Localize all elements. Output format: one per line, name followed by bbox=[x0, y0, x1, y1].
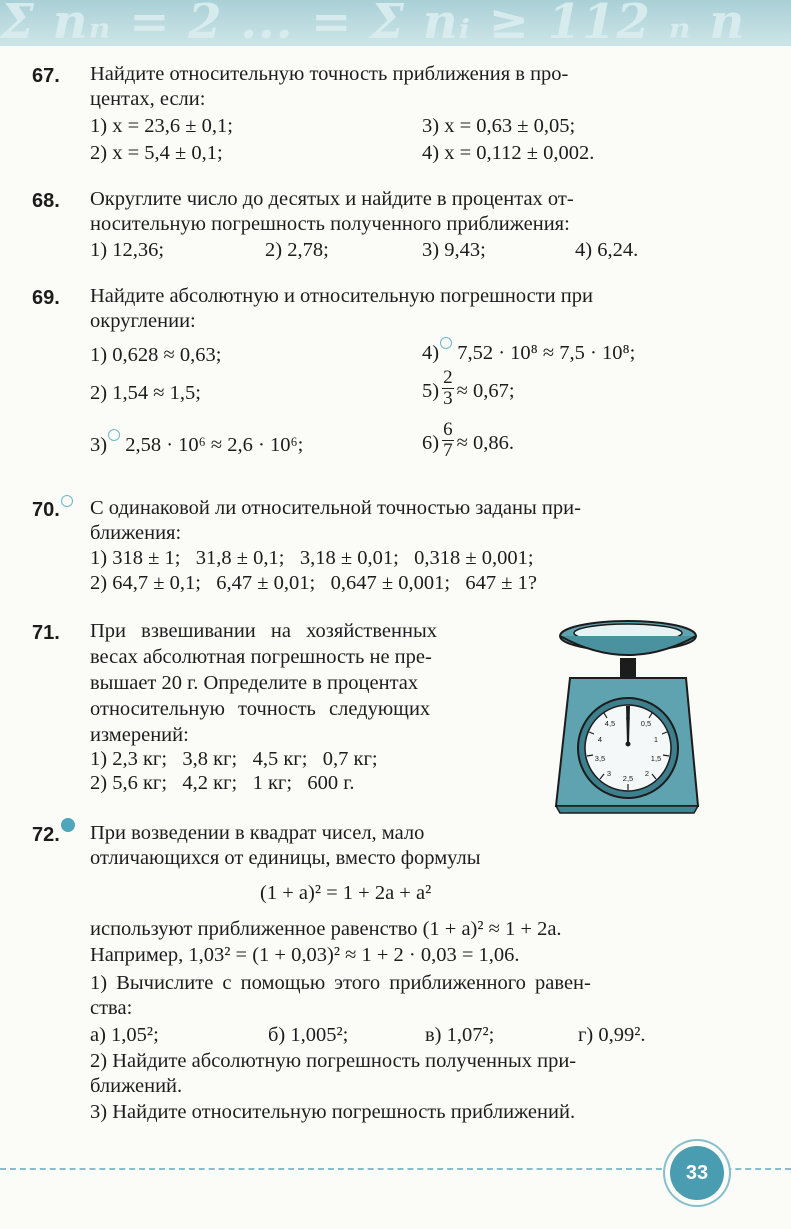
problem-68-number: 68. bbox=[32, 190, 60, 212]
dial-label-3: 3 bbox=[606, 769, 612, 778]
problem-72-sub-b: б) 1,005²; bbox=[268, 1024, 349, 1046]
fraction-numerator: 2 bbox=[443, 367, 453, 388]
problem-68-item-3: 3) 9,43; bbox=[422, 239, 486, 261]
item-3-expression: 2,58 · 10⁶ ≈ 2,6 · 10⁶; bbox=[125, 434, 304, 456]
problem-69-item-5 bbox=[422, 367, 515, 413]
problem-69-item-3 bbox=[90, 434, 303, 457]
problem-72-label: 72. bbox=[32, 824, 60, 846]
problem-72-line-2: отличающихся от единицы, вместо формулы bbox=[90, 847, 481, 869]
problem-69-item-4 bbox=[422, 342, 635, 365]
banner-formula: Σ nₙ = 2 ... = Σ nᵢ ≥ 112 ₙ n bbox=[0, 0, 746, 46]
problem-72-formula: (1 + a)² = 1 + 2a + a² bbox=[260, 882, 432, 904]
problem-67-item-2: 2) x = 5,4 ± 0,1; bbox=[90, 142, 223, 164]
problem-67-text-2: центах, если: bbox=[90, 88, 206, 110]
problem-68-text-1: Округлите число до десятых и найдите в процентах от- bbox=[90, 188, 574, 210]
fraction-6-7 bbox=[442, 420, 454, 461]
dial-label-4-5: 4,5 bbox=[604, 719, 616, 728]
problem-71-number: 71. bbox=[32, 622, 60, 644]
problem-69-number: 69. bbox=[32, 287, 60, 309]
fraction-numerator: 6 bbox=[443, 419, 453, 440]
problem-67-text-1: Найдите относительную точность приближения в про- bbox=[90, 63, 569, 85]
problem-70-row-2: 2) 64,7 ± 0,1; 6,47 ± 0,01; 0,647 ± 0,001; 647 ± 1? bbox=[90, 572, 538, 594]
problem-69-item-2: 2) 1,54 ≈ 1,5; bbox=[90, 382, 201, 404]
dial-label-1: 1 bbox=[653, 735, 659, 744]
problem-67-item-4: 4) x = 0,112 ± 0,002. bbox=[422, 142, 595, 164]
header-banner bbox=[0, 0, 791, 46]
problem-72-line-7: 2) Найдите абсолютную погрешность полученных при- bbox=[90, 1050, 577, 1072]
item-4-expression: 7,52 · 10⁸ ≈ 7,5 · 10⁸; bbox=[457, 342, 636, 364]
problem-67-item-3: 3) x = 0,63 ± 0,05; bbox=[422, 115, 576, 137]
problem-69-item-1: 1) 0,628 ≈ 0,63; bbox=[90, 344, 222, 366]
item-5-label: 5) bbox=[422, 380, 440, 403]
problem-68-item-1: 1) 12,36; bbox=[90, 239, 165, 261]
problem-72-line-4: Например, 1,03² = (1 + 0,03)² ≈ 1 + 2 · 0,03 = 1,06. bbox=[90, 944, 520, 966]
item-4-label: 4) bbox=[422, 342, 440, 364]
fraction-denominator: 3 bbox=[443, 388, 453, 409]
problem-69-text-1: Найдите абсолютную и относительную погрешности при bbox=[90, 285, 593, 307]
fraction-denominator: 7 bbox=[443, 440, 453, 461]
problem-72-line-5: 1) Вычислите с помощью этого приближенного равен- bbox=[90, 972, 591, 994]
dial-label-3-5: 3,5 bbox=[594, 754, 606, 763]
problem-68-text-2: носительную погрешность полученного приближения: bbox=[90, 213, 570, 235]
problem-69-text-2: округлении: bbox=[90, 310, 196, 332]
kitchen-scale-icon bbox=[548, 616, 708, 816]
filled-circle-marker-icon bbox=[61, 818, 75, 832]
problem-71-line-4: относительную точность следующих bbox=[90, 698, 431, 720]
problem-70-text-2: ближения: bbox=[90, 522, 182, 544]
problem-72-line-1: При возведении в квадрат чисел, мало bbox=[90, 822, 425, 844]
problem-72-line-9: 3) Найдите относительную погрешность приближений. bbox=[90, 1101, 576, 1123]
item-6-expression: ≈ 0,86. bbox=[456, 432, 514, 455]
problem-68-item-2: 2) 2,78; bbox=[265, 239, 329, 261]
problem-70-label: 70. bbox=[32, 499, 60, 521]
problem-72-line-8: ближений. bbox=[90, 1075, 183, 1097]
problem-72-sub-d: г) 0,99². bbox=[578, 1024, 646, 1046]
dial-label-0-5: 0,5 bbox=[640, 719, 652, 728]
circle-marker-icon bbox=[61, 495, 73, 507]
problem-72-number bbox=[32, 824, 75, 847]
item-6-label: 6) bbox=[422, 432, 440, 455]
problem-69-item-6 bbox=[422, 419, 514, 465]
problem-71-measurements-1: 1) 2,3 кг; 3,8 кг; 4,5 кг; 0,7 кг; bbox=[90, 748, 378, 770]
problem-70-row-1: 1) 318 ± 1; 31,8 ± 0,1; 3,18 ± 0,01; 0,318 ± 0,001; bbox=[90, 547, 534, 569]
problem-71-line-3: вышает 20 г. Определите в процентах bbox=[90, 672, 419, 694]
problem-70-text-1: С одинаковой ли относительной точностью заданы при- bbox=[90, 497, 581, 519]
problem-71-line-2: весах абсолютная погрешность не пре- bbox=[90, 646, 432, 668]
item-3-label: 3) bbox=[90, 434, 108, 456]
problem-71-line-5: измерений: bbox=[90, 724, 189, 746]
dial-label-2: 2 bbox=[644, 769, 650, 778]
problem-72-sub-a: а) 1,05²; bbox=[90, 1024, 159, 1046]
dial-label-2-5: 2,5 bbox=[622, 774, 634, 783]
problem-71-line-1: При взвешивании на хозяйственных bbox=[90, 620, 437, 642]
circle-marker-icon bbox=[108, 429, 120, 441]
problem-72-line-3: используют приближенное равенство (1 + a)² ≈ 1 + 2a. bbox=[90, 918, 562, 940]
circle-marker-icon bbox=[440, 337, 452, 349]
fraction-2-3 bbox=[442, 368, 454, 409]
problem-67-number: 67. bbox=[32, 65, 60, 87]
problem-72-sub-c: в) 1,07²; bbox=[425, 1024, 495, 1046]
problem-67-item-1: 1) x = 23,6 ± 0,1; bbox=[90, 115, 233, 137]
problem-68-item-4: 4) 6,24. bbox=[575, 239, 639, 261]
problem-70-number bbox=[32, 499, 73, 522]
problem-72-line-6: ства: bbox=[90, 997, 133, 1019]
dial-label-1-5: 1,5 bbox=[650, 754, 662, 763]
kitchen-scale-illustration bbox=[548, 616, 708, 816]
dial-label-4: 4 bbox=[597, 735, 603, 744]
page-number: 33 bbox=[670, 1146, 724, 1200]
item-5-expression: ≈ 0,67; bbox=[456, 380, 515, 403]
problem-71-measurements-2: 2) 5,6 кг; 4,2 кг; 1 кг; 600 г. bbox=[90, 772, 355, 794]
